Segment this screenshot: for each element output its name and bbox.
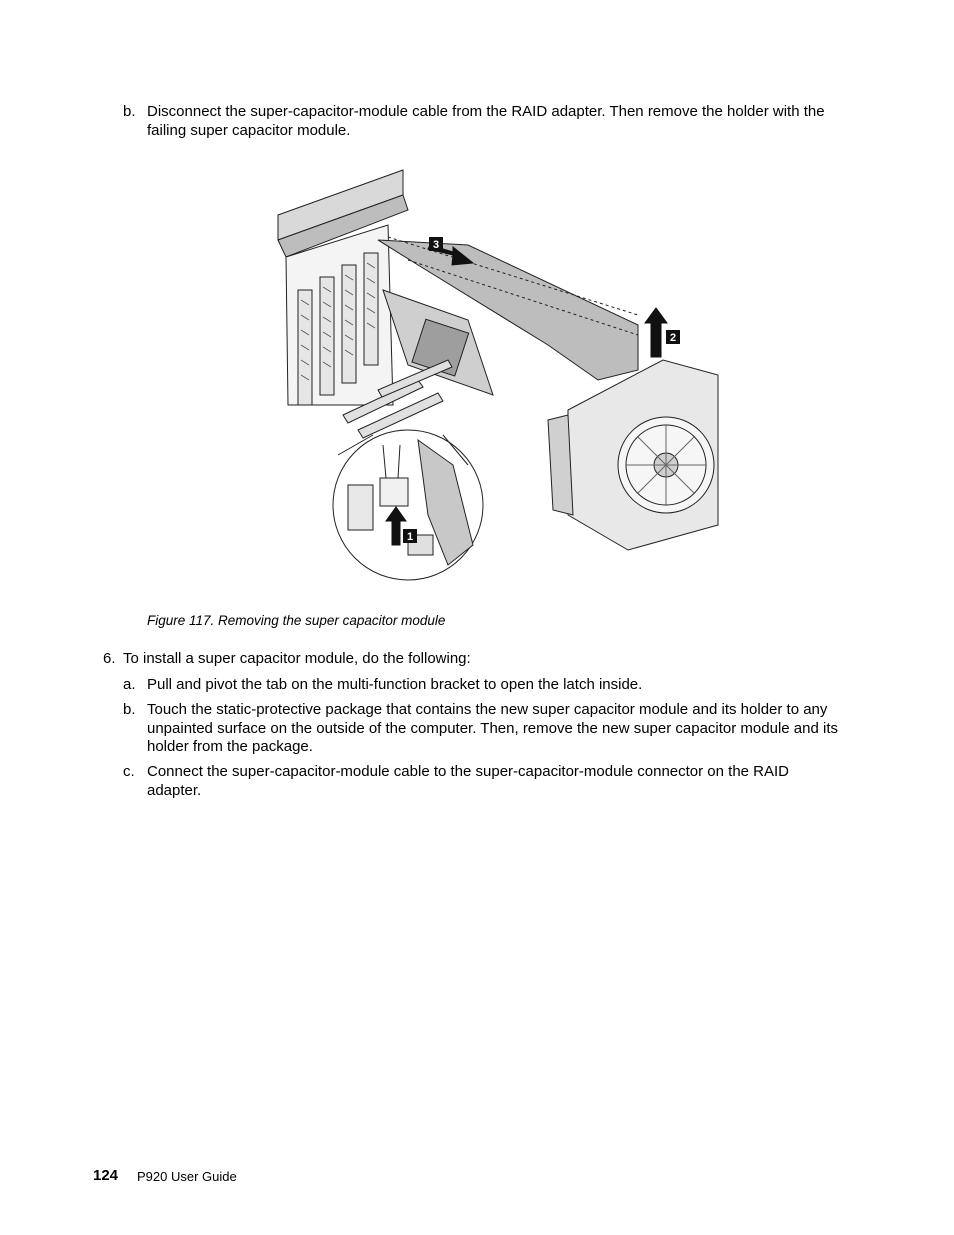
callout-1-label: 1 bbox=[406, 531, 414, 543]
step-6-text: To install a super capacitor module, do the following: bbox=[123, 650, 471, 667]
callout-2-label: 2 bbox=[669, 332, 677, 344]
substep-a-text: Pull and pivot the tab on the multi-function bracket to open the latch inside. bbox=[147, 676, 643, 693]
figure-caption: Figure 117. Removing the super capacitor module bbox=[147, 613, 446, 628]
step-b-marker: b. bbox=[123, 103, 136, 120]
step-6-marker: 6. bbox=[103, 650, 116, 667]
document-title: P920 User Guide bbox=[137, 1169, 237, 1184]
substep-b-marker: b. bbox=[123, 701, 136, 718]
substep-c-marker: c. bbox=[123, 763, 135, 780]
substep-a-marker: a. bbox=[123, 676, 136, 693]
super-capacitor-removal-illustration bbox=[268, 165, 720, 593]
callout-3-label: 3 bbox=[432, 239, 440, 251]
substep-b-text: Touch the static-protective package that contains the new super capacitor module and its holder to any unpainted surface on the outside of the computer. Then, remove the new super capacitor module and its holder from the package. bbox=[147, 701, 838, 755]
step-b-text: Disconnect the super-capacitor-module cable from the RAID adapter. Then remove the holder with the failing super capacitor module. bbox=[147, 103, 825, 139]
page-number: 124 bbox=[93, 1167, 119, 1184]
substep-c-text: Connect the super-capacitor-module cable to the super-capacitor-module connector on the RAID adapter. bbox=[147, 763, 790, 799]
